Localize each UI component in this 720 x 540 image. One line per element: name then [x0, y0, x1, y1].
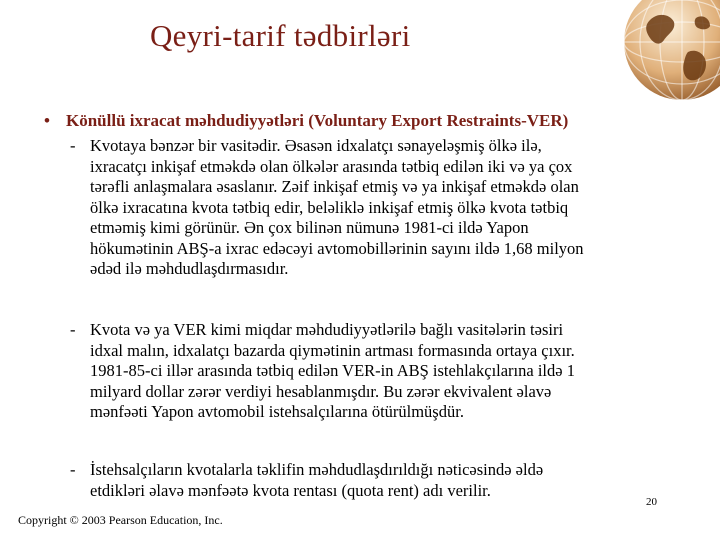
copyright-notice: Copyright © 2003 Pearson Education, Inc.: [18, 513, 223, 527]
subpoint-dash: -: [70, 136, 76, 155]
subpoint-dash: -: [70, 460, 76, 479]
bullet-marker: •: [44, 111, 50, 130]
bullet-heading: Könüllü ixracat məhdudiyyətləri (Voluntary Export Restraints-VER): [66, 111, 569, 130]
subpoint-text: İstehsalçıların kvotalarla təklifin məhdudlaşdırıldığı nəticəsində əldə etdikləri əlavə mənfəətə kvota rentası (quota rent) adı verilir.: [90, 460, 544, 500]
subpoint-3: [70, 460, 690, 501]
subpoint-text: Kvota və ya VER kimi miqdar məhdudiyyətlərilə bağlı vasitələrin təsiri idxal malın, idxalatçı bazarda qiymətinin artması formasında ortaya çıxır. 1981-85-ci illər arasında tətbiq edilən VER-in ABŞ istehlakçılarına ildə 1 milyard dollar zərər verdiyi hesablanmışdır. Bu zərər ekvivalent əlavə mənfəəti Yapon avtomobil istehsalçılarına ötürülmüşdür.: [90, 320, 575, 421]
slide-title: Qeyri-tarif tədbirləri: [150, 18, 411, 53]
globe-icon: [610, 0, 720, 110]
subpoint-1: [70, 136, 690, 280]
subpoint-dash: -: [70, 320, 76, 339]
page-number: 20: [646, 496, 657, 508]
subpoint-text: Kvotaya bənzər bir vasitədir. Əsasən idxalatçı sənayeləşmiş ölkə ilə, ixracatçı inkişaf etməkdə olan ölkələr arasında tətbiq edilən iki və ya çox tərəfli anlaşmalara əsaslanır. Zəif inkişaf etmiş və ya inkişaf etməkdə olan ölkə ixracatına kvota tətbiq edir, beləliklə inkişaf etmiş ölkə kvota tətbiq etməmiş kimi görünür. Ən çox bilinən nümunə 1981-ci ildə Yapon hökumətinin ABŞ-a ixrac edəcəyi avtomobillərinin sayını ildə 1,68 milyon ədəd ilə məhdudlaşdırmasıdır.: [90, 136, 584, 278]
globe-graphic: [610, 0, 720, 110]
subpoint-2: [70, 320, 690, 423]
